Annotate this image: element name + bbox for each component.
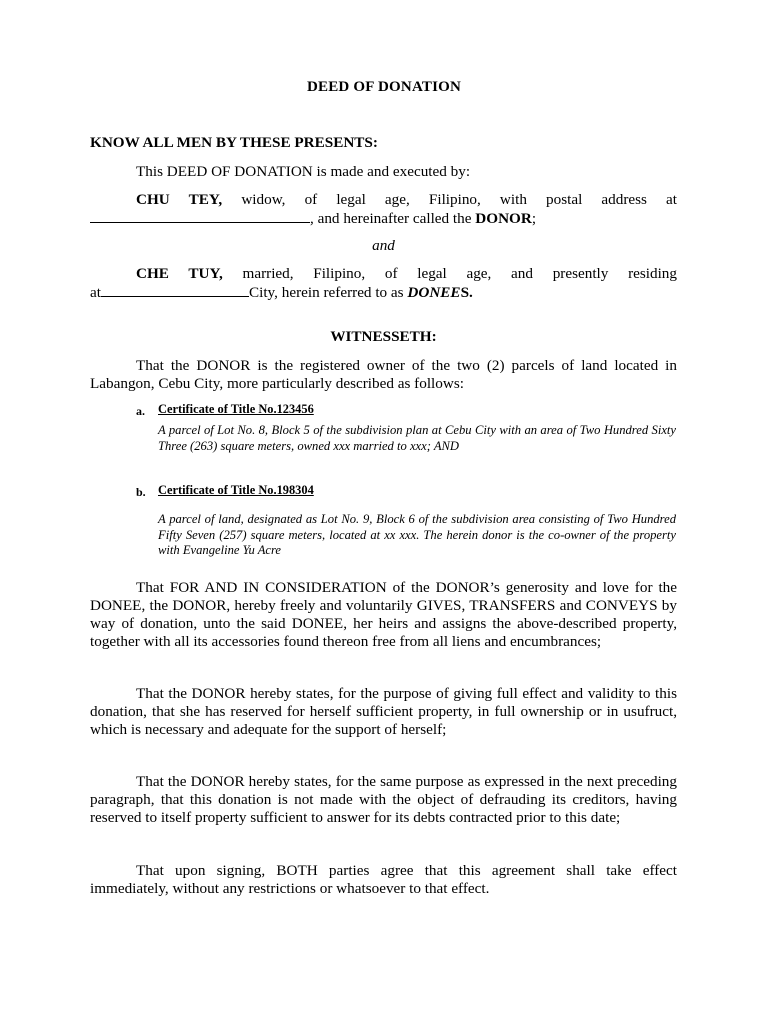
donee-paragraph — [90, 265, 677, 302]
donor-paragraph — [90, 191, 677, 228]
signing-paragraph: That upon signing, BOTH parties agree that this agreement shall take effect immediately, without any restrictions or whatsoever to that effect. — [90, 862, 677, 897]
item-a-description: A parcel of Lot No. 8, Block 5 of the subdivision plan at Cebu City with an area of Two Hundred Sixty Three (263) square meters, owned xxx married to xxx; AND — [158, 423, 676, 453]
creditors-paragraph: That the DONOR hereby states, for the same purpose as expressed in the next preceding paragraph, that this donation is not made with the object of defrauding its creditors, having reserved to itself property sufficient to answer for its debts contracted prior to this date; — [90, 773, 677, 826]
donor-description: widow, of legal age, Filipino, with postal address at — [222, 191, 677, 208]
donee-name: CHE TUY, — [136, 265, 223, 282]
item-a-label: a. — [136, 404, 145, 418]
donor-role: DONOR — [475, 210, 532, 227]
know-all-heading: KNOW ALL MEN BY THESE PRESENTS: — [90, 134, 378, 151]
donee-role-suffix: S. — [460, 284, 473, 301]
donee-role: DONEE — [407, 284, 461, 301]
donee-city-blank — [101, 283, 249, 297]
witnesseth-heading: WITNESSETH: — [330, 328, 437, 345]
owner-paragraph: That the DONOR is the registered owner of the two (2) parcels of land located in Labangon, Cebu City, more particularly described as follows: — [90, 357, 677, 392]
item-b-label: b. — [136, 485, 146, 499]
item-b-heading: Certificate of Title No.198304 — [158, 483, 314, 497]
donee-referred-text: City, herein referred to as — [248, 284, 408, 301]
donee-description: married, Filipino, of legal age, and presently residing — [222, 265, 677, 282]
item-b-description: A parcel of land, designated as Lot No. 9, Block 6 of the subdivision area consisting of Two Hundred Fifty Seven (257) square meters, located at xx xxx. The herein donor is the co-owner of the property with Evangeline Yu Acre — [158, 512, 676, 557]
donor-address-blank — [90, 209, 310, 223]
consideration-paragraph: That FOR AND IN CONSIDERATION of the DONOR’s generosity and love for the DONEE, the DONOR, hereby freely and voluntarily GIVES, TRANSFERS and CONVEYS by way of donation, unto the said DONEE, her heirs and assigns the above-described property, together with all its accessories found thereon free from all liens and encumbrances; — [90, 579, 677, 650]
donor-end: ; — [531, 210, 537, 227]
item-a-heading: Certificate of Title No.123456 — [158, 402, 314, 416]
donor-called-text: , and hereinafter called the — [310, 210, 476, 227]
reserved-paragraph: That the DONOR hereby states, for the purpose of giving full effect and validity to this donation, that she has reserved for herself sufficient property, in full ownership or in usufruct, which is necessary and adequate for the support of herself; — [90, 685, 677, 738]
intro-paragraph: This DEED OF DONATION is made and executed by: — [136, 163, 471, 180]
and-connector: and — [372, 237, 395, 254]
document-title: DEED OF DONATION — [306, 79, 462, 95]
donor-name: CHU TEY, — [136, 191, 223, 208]
donee-at: at — [90, 284, 101, 301]
